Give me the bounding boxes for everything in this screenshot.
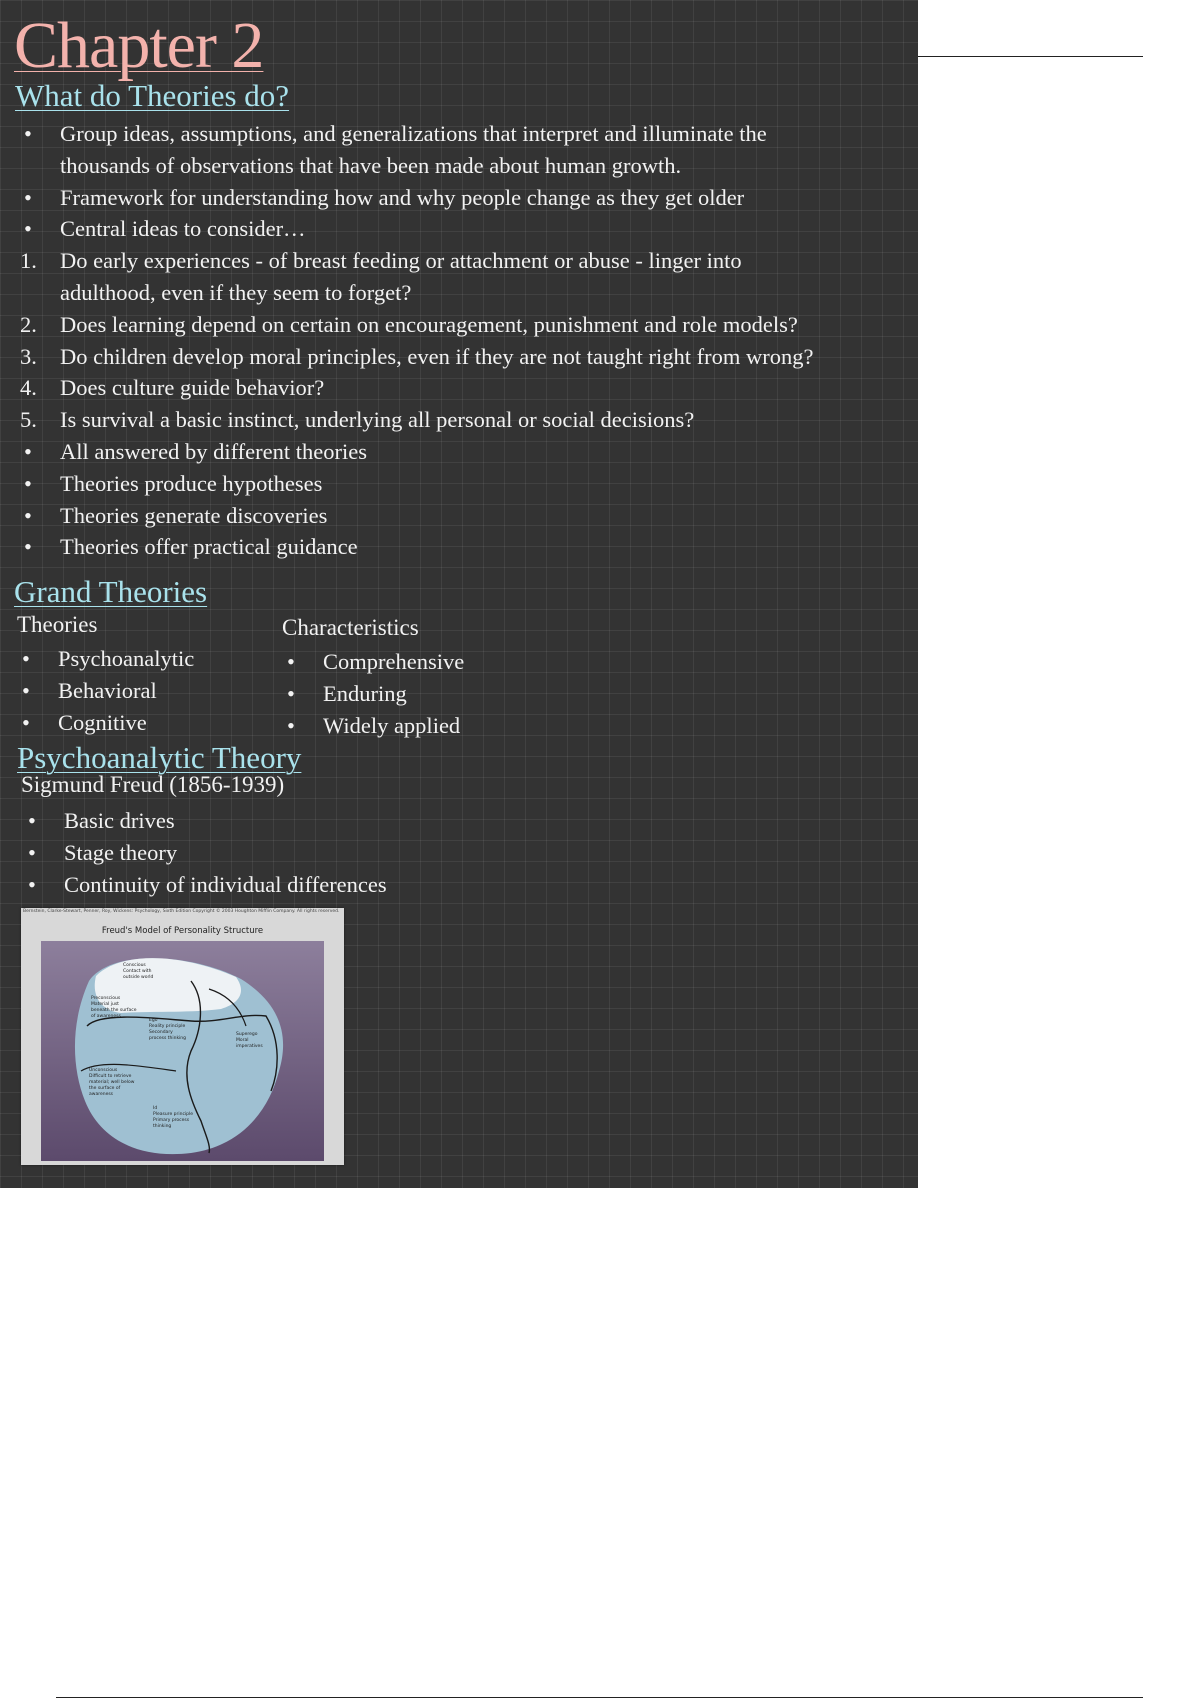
bullet-icon: •	[28, 808, 36, 833]
page-top-rule	[918, 56, 1143, 57]
section-heading-grand-theories: Grand Theories	[14, 574, 208, 609]
bullet-icon: •	[22, 677, 30, 703]
bullet-icon: •	[287, 712, 295, 738]
bullet-icon: •	[24, 470, 32, 496]
page-bottom-rule	[56, 1697, 1143, 1698]
label-ego: Ego Reality principle Secondary process thinking	[149, 1018, 187, 1041]
figure-title: Freud's Model of Personality Structure	[101, 926, 264, 936]
chapter-title: Chapter 2	[14, 9, 264, 82]
list-item	[16, 372, 906, 404]
list-number: 3.	[20, 343, 37, 369]
label-id: Id Pleasure principle Primary process thinking	[153, 1106, 194, 1129]
bullet-icon: •	[24, 534, 32, 560]
list-item-line: Central ideas to consider…	[60, 216, 306, 242]
list-item-line: Theories produce hypotheses	[60, 470, 323, 496]
theories-do-list	[16, 118, 906, 563]
figure-caption: Bernstein, Clarke-Stewart, Penner, Roy, Wickens: Psychology, Sixth Edition Copyright © 2003 Houghton Mifflin Company. All rights reserved.	[23, 909, 340, 914]
theories-column-heading: Theories	[17, 612, 98, 637]
list-item	[16, 309, 906, 341]
list-item	[16, 341, 906, 373]
list-item	[16, 213, 906, 245]
list-item-line: Theories offer practical guidance	[60, 534, 358, 560]
bullet-icon: •	[24, 184, 32, 210]
list-item-line: Group ideas, assumptions, and generalizations that interpret and illuminate the	[60, 121, 767, 146]
bullet-icon: •	[24, 216, 32, 242]
list-item	[16, 118, 906, 182]
bullet-icon: •	[22, 646, 30, 671]
list-item	[16, 531, 906, 563]
list-item	[16, 404, 906, 436]
bullet-icon: •	[22, 709, 30, 735]
list-item: • Stage theory	[20, 837, 520, 869]
list-item	[16, 436, 906, 468]
list-item	[16, 468, 906, 500]
list-item-line: Theories generate discoveries	[60, 502, 328, 528]
characteristics-list	[279, 646, 599, 741]
freud-iceberg-figure	[21, 908, 344, 1165]
list-item-line: Do early experiences - of breast feeding or attachment or abuse - linger into	[60, 248, 742, 274]
list-item: • Psychoanalytic	[14, 643, 274, 675]
bullet-icon: •	[24, 438, 32, 464]
freud-name: Sigmund Freud (1856-1939)	[21, 772, 285, 797]
list-item: • Widely applied	[279, 710, 599, 742]
label-preconscious: Preconscious Material just beneath the surface of awareness	[91, 996, 137, 1019]
list-item-line: thousands of observations that have been made about human growth.	[60, 152, 682, 178]
list-number: 1.	[20, 248, 37, 274]
label-unconscious: Unconscious Difficult to retrieve material; well below the surface of awareness	[89, 1068, 135, 1097]
list-number: 2.	[20, 311, 37, 337]
list-item	[16, 245, 906, 309]
bullet-icon: •	[24, 121, 32, 146]
theories-list	[14, 643, 274, 738]
list-item-line: Do children develop moral principles, even if they are not taught right from wrong?	[60, 343, 814, 369]
bullet-icon: •	[28, 839, 36, 865]
list-item	[16, 500, 906, 532]
section-heading-what-theories-do: What do Theories do?	[15, 78, 290, 113]
list-item-line: All answered by different theories	[60, 438, 367, 464]
characteristics-column-heading: Characteristics	[282, 615, 419, 640]
list-item-line: adulthood, even if they seem to forget?	[60, 279, 412, 305]
list-item-line: Does learning depend on certain on encouragement, punishment and role models?	[60, 311, 798, 337]
list-item	[16, 182, 906, 214]
label-superego: Superego Moral imperatives	[236, 1032, 263, 1049]
list-number: 4.	[20, 375, 37, 401]
bullet-icon: •	[287, 680, 295, 706]
bullet-icon: •	[28, 871, 36, 897]
bullet-icon: •	[287, 649, 295, 674]
list-item: • Comprehensive	[279, 646, 599, 678]
list-item: • Basic drives	[20, 805, 520, 837]
section-heading-psychoanalytic-theory: Psychoanalytic Theory	[17, 740, 302, 775]
list-item: • Behavioral	[14, 675, 274, 707]
psychoanalytic-list	[20, 805, 520, 900]
list-item: • Enduring	[279, 678, 599, 710]
list-number: 5.	[20, 407, 37, 433]
iceberg-illustration	[41, 941, 324, 1161]
list-item-line: Framework for understanding how and why people change as they get older	[60, 184, 745, 210]
list-item: • Continuity of individual differences	[20, 869, 520, 901]
label-conscious: Conscious Contact with outside world	[123, 963, 154, 980]
bullet-icon: •	[24, 502, 32, 528]
list-item-line: Does culture guide behavior?	[60, 375, 325, 401]
list-item: • Cognitive	[14, 707, 274, 739]
list-item-line: Is survival a basic instinct, underlying all personal or social decisions?	[60, 407, 695, 433]
